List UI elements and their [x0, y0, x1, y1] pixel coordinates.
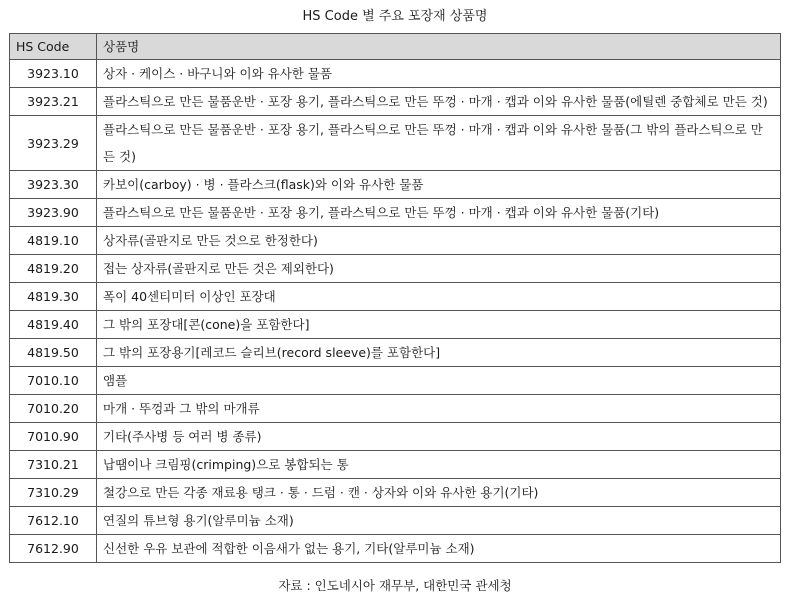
- table-row: [10, 479, 781, 507]
- product-name-cell: 그 밖의 포장대[콘(cone)을 포함한다]: [97, 311, 781, 339]
- table-row: [10, 88, 781, 116]
- hs-code-cell: 3923.21: [10, 88, 97, 116]
- table-row: [10, 395, 781, 423]
- table-row: [10, 199, 781, 227]
- table-row: [10, 451, 781, 479]
- hs-code-cell: 4819.40: [10, 311, 97, 339]
- hs-code-cell: 7010.10: [10, 367, 97, 395]
- product-name-cell: 앰플: [97, 367, 781, 395]
- product-name-cell: 플라스틱으로 만든 물품운반 · 포장 용기, 플라스틱으로 만든 뚜껑 · 마개 · 캡과 이와 유사한 물품(기타): [97, 199, 781, 227]
- product-name-cell: 상자류(골판지로 만든 것으로 한정한다): [97, 227, 781, 255]
- table-row: [10, 255, 781, 283]
- table-row: [10, 507, 781, 535]
- hs-code-cell: 7310.21: [10, 451, 97, 479]
- hs-code-cell: 7010.20: [10, 395, 97, 423]
- hs-code-cell: 7310.29: [10, 479, 97, 507]
- hs-code-cell: 4819.30: [10, 283, 97, 311]
- table-row: [10, 171, 781, 199]
- product-name-cell: 철강으로 만든 각종 재료용 탱크 · 통 · 드럼 · 캔 · 상자와 이와 유사한 용기(기타): [97, 479, 781, 507]
- product-name-cell: 납땜이나 크림핑(crimping)으로 봉합되는 통: [97, 451, 781, 479]
- table-row: [10, 283, 781, 311]
- hs-code-cell: 4819.50: [10, 339, 97, 367]
- product-name-cell: 카보이(carboy) · 병 · 플라스크(flask)와 이와 유사한 물품: [97, 171, 781, 199]
- table-header-row: [10, 34, 781, 60]
- product-name-cell: 플라스틱으로 만든 물품운반 · 포장 용기, 플라스틱으로 만든 뚜껑 · 마개 · 캡과 이와 유사한 물품(그 밖의 플라스틱으로 만든 것): [97, 116, 781, 171]
- hs-code-cell: 3923.10: [10, 60, 97, 88]
- hs-code-cell: 4819.20: [10, 255, 97, 283]
- table-row: [10, 339, 781, 367]
- hs-code-cell: 3923.29: [10, 116, 97, 171]
- product-name-cell: 폭이 40센티미터 이상인 포장대: [97, 283, 781, 311]
- table-title: HS Code 별 주요 포장재 상품명: [302, 9, 488, 24]
- product-name-cell: 플라스틱으로 만든 물품운반 · 포장 용기, 플라스틱으로 만든 뚜껑 · 마개 · 캡과 이와 유사한 물품(에틸렌 중합체로 만든 것): [97, 88, 781, 116]
- product-name-cell: 그 밖의 포장용기[레코드 슬리브(record sleeve)를 포함한다]: [97, 339, 781, 367]
- table-row: [10, 535, 781, 563]
- hs-code-cell: 7612.10: [10, 507, 97, 535]
- product-name-cell: 상자 · 케이스 · 바구니와 이와 유사한 물품: [97, 60, 781, 88]
- hs-code-cell: 7010.90: [10, 423, 97, 451]
- product-name-cell: 신선한 우유 보관에 적합한 이음새가 없는 용기, 기타(알루미늄 소재): [97, 535, 781, 563]
- table-row: [10, 60, 781, 88]
- source-note: 자료 : 인도네시아 재무부, 대한민국 관세청: [278, 578, 512, 593]
- product-name-cell: 접는 상자류(골판지로 만든 것은 제외한다): [97, 255, 781, 283]
- hs-code-cell: 7612.90: [10, 535, 97, 563]
- table-row: [10, 116, 781, 171]
- hs-code-table: [9, 33, 781, 563]
- product-name-cell: 마개 · 뚜껑과 그 밖의 마개류: [97, 395, 781, 423]
- hs-code-cell: 4819.10: [10, 227, 97, 255]
- table-row: [10, 423, 781, 451]
- product-name-cell: 연질의 튜브형 용기(알루미늄 소재): [97, 507, 781, 535]
- hs-code-cell: 3923.90: [10, 199, 97, 227]
- table-row: [10, 227, 781, 255]
- table-row: [10, 367, 781, 395]
- header-hs-code: HS Code: [10, 34, 97, 60]
- table-row: [10, 311, 781, 339]
- product-name-cell: 기타(주사병 등 여러 병 종류): [97, 423, 781, 451]
- header-product-name: 상품명: [97, 34, 781, 60]
- hs-code-cell: 3923.30: [10, 171, 97, 199]
